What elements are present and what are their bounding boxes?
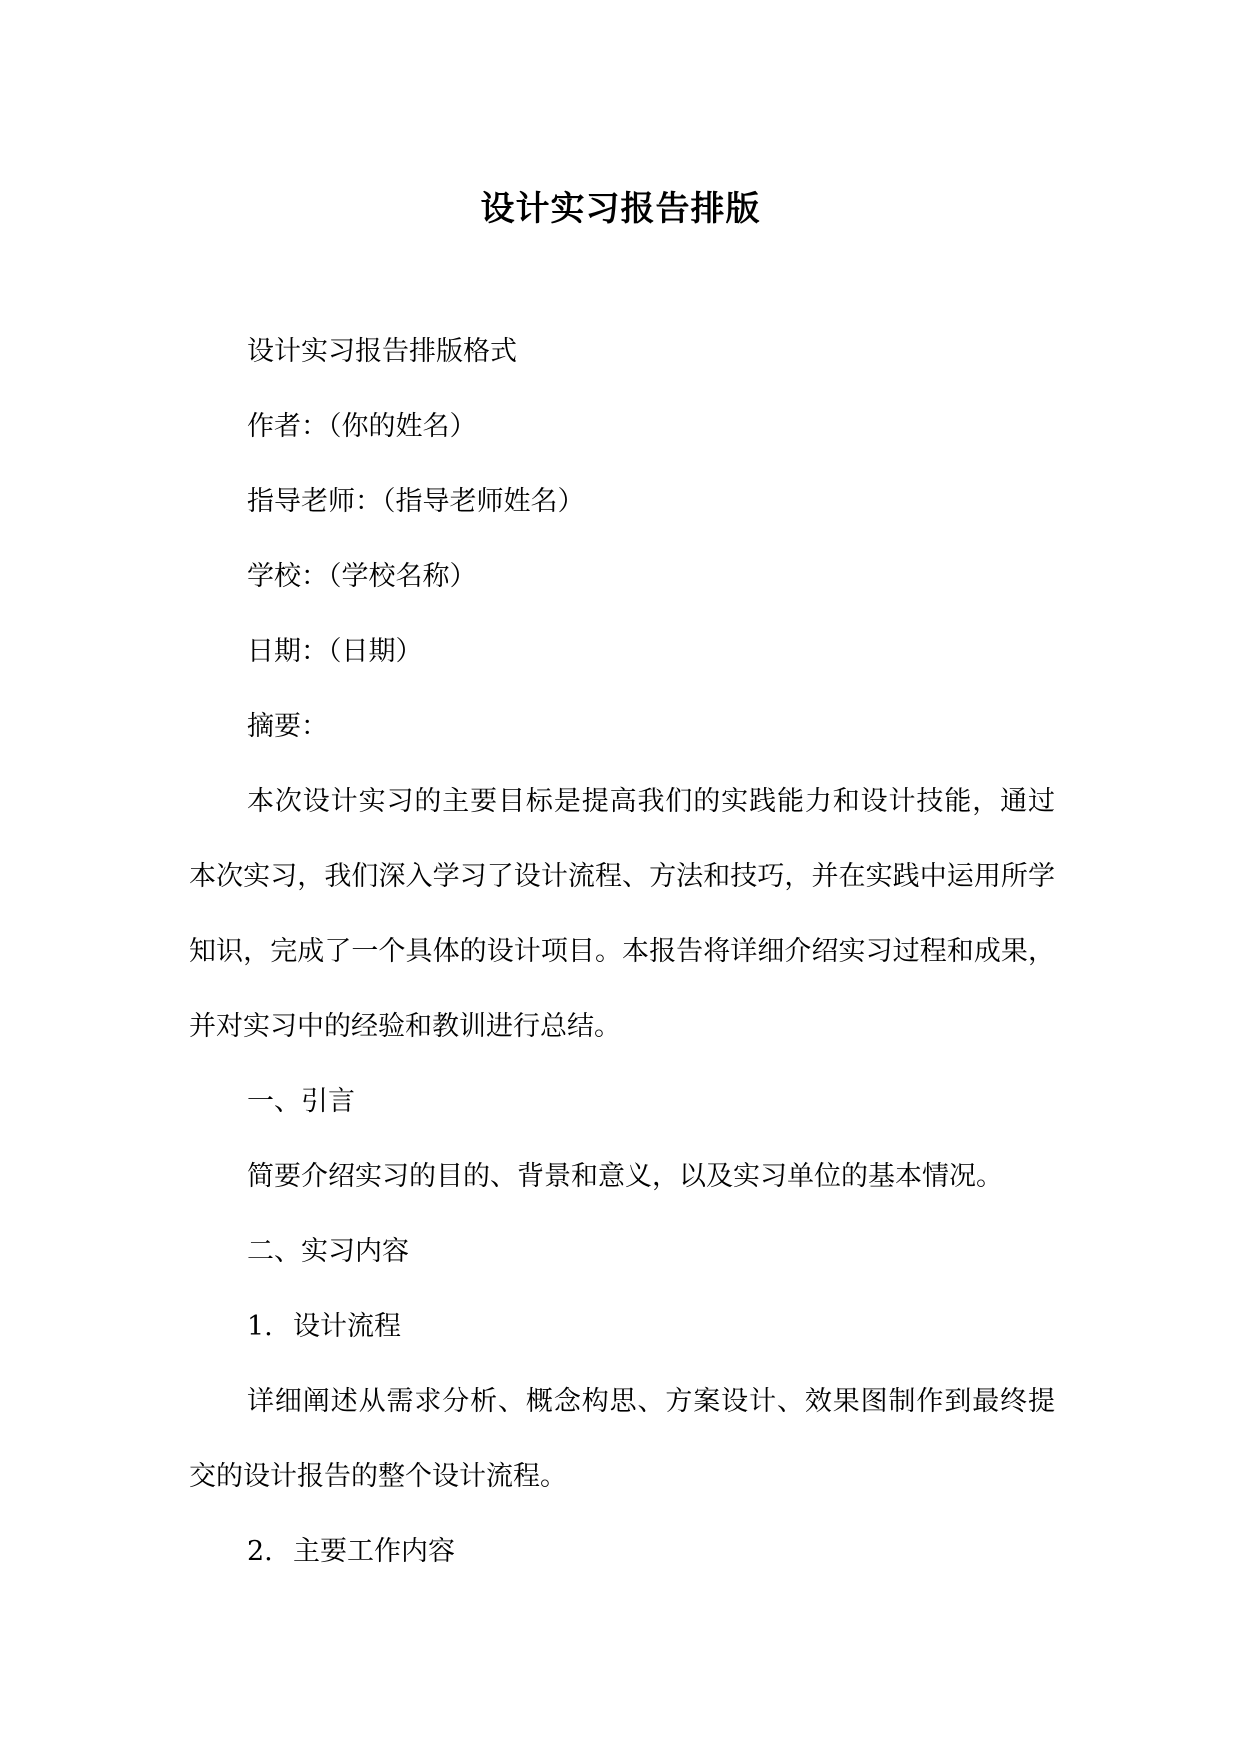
- subsection-main-work-heading: [189, 1514, 1055, 1589]
- subsection-number: 2.: [247, 1536, 273, 1567]
- subsection-design-process-paragraph: 详细阐述从需求分析、概念构思、方案设计、效果图制作到最终提交的设计报告的整个设计流程。: [189, 1386, 1055, 1492]
- section-introduction-paragraph: 简要介绍实习的目的、背景和意义，以及实习单位的基本情况。: [247, 1161, 1003, 1192]
- abstract-paragraph: 本次设计实习的主要目标是提高我们的实践能力和设计技能，通过本次实习，我们深入学习了设计流程、方法和技巧，并在实践中运用所学知识，完成了一个具体的设计项目。本报告将详细介绍实习过程和成果，并对实习中的经验和教训进行总结。: [189, 786, 1055, 1042]
- format-heading: 设计实习报告排版格式: [247, 336, 517, 367]
- section-content-heading: 二、实习内容: [247, 1236, 409, 1267]
- advisor-line: 指导老师：（指导老师姓名）: [247, 486, 585, 517]
- section-introduction-heading: 一、引言: [247, 1086, 355, 1117]
- author-line: 作者：（你的姓名）: [247, 411, 477, 442]
- abstract-label: 摘要：: [247, 711, 328, 742]
- subsection-label: 主要工作内容: [293, 1536, 455, 1567]
- subsection-number: 1.: [247, 1311, 273, 1342]
- school-line: 学校：（学校名称）: [247, 561, 477, 592]
- date-line: 日期：（日期）: [247, 636, 423, 667]
- subsection-design-process-heading: [189, 1289, 1055, 1364]
- subsection-label: 设计流程: [293, 1311, 401, 1342]
- document-title: 设计实习报告排版: [480, 189, 761, 229]
- document-body: [189, 314, 1055, 1589]
